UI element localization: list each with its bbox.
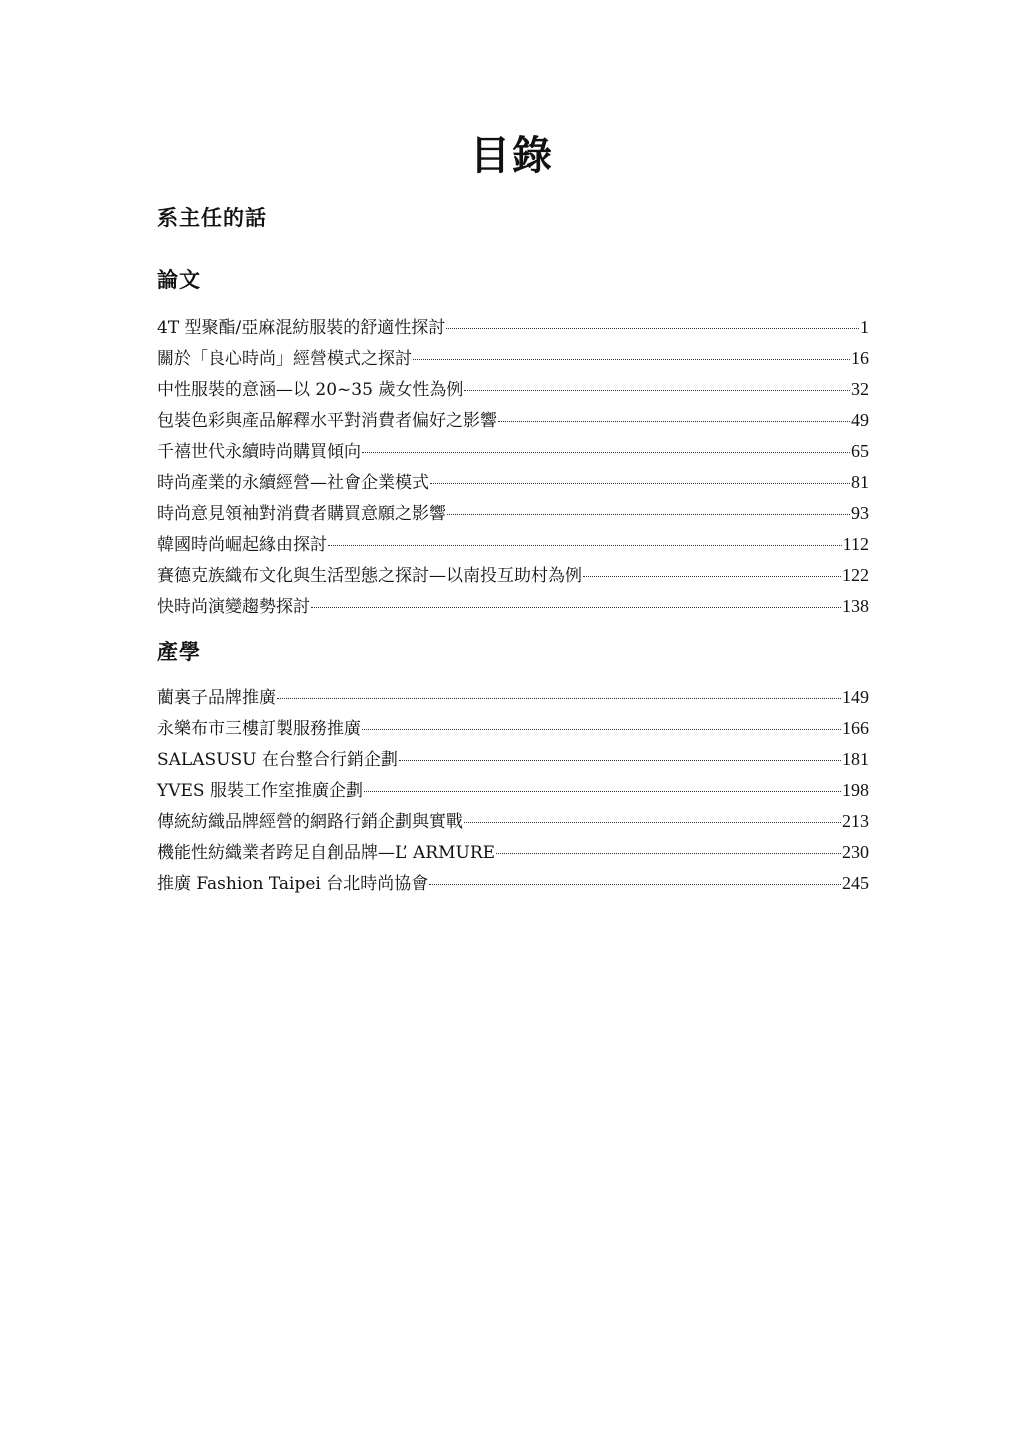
toc-entry[interactable]: [157, 744, 869, 775]
toc-entry-title: YVES 服裝工作室推廣企劃: [157, 781, 363, 801]
toc-leader-dots: [277, 698, 841, 699]
toc-entry-page: 65: [851, 441, 869, 461]
toc-list-papers: [157, 312, 869, 622]
toc-entry-title: 時尚意見領袖對消費者購買意願之影響: [157, 504, 446, 524]
toc-leader-dots: [496, 853, 841, 854]
toc-leader-dots: [430, 483, 850, 484]
toc-entry-title: 中性服裝的意涵—以 20~35 歲女性為例: [157, 380, 464, 400]
toc-entry-page: 112: [842, 534, 869, 554]
section-heading-chair: 系主任的話: [157, 206, 267, 230]
toc-entry-page: 1: [860, 317, 869, 337]
toc-entry[interactable]: [157, 713, 869, 744]
toc-leader-dots: [464, 390, 850, 391]
toc-entry[interactable]: [157, 682, 869, 713]
toc-entry[interactable]: [157, 529, 869, 560]
toc-leader-dots: [311, 607, 841, 608]
toc-entry-page: 245: [842, 873, 869, 893]
toc-leader-dots: [464, 822, 841, 823]
toc-entry-title: 推廣 Fashion Taipei 台北時尚協會: [157, 874, 429, 894]
toc-entry-title: 關於「良心時尚」經營模式之探討: [157, 349, 412, 369]
toc-entry-page: 32: [851, 379, 869, 399]
toc-entry-title: 韓國時尚崛起緣由探討: [157, 535, 327, 555]
toc-entry[interactable]: [157, 560, 869, 591]
toc-entry-page: 49: [851, 410, 869, 430]
section-heading-industry: 產學: [157, 640, 201, 664]
toc-leader-dots: [362, 452, 850, 453]
toc-entry-page: 166: [842, 718, 869, 738]
toc-entry-title: 4T 型聚酯/亞麻混紡服裝的舒適性探討: [157, 318, 446, 338]
toc-leader-dots: [399, 760, 841, 761]
toc-entry[interactable]: [157, 436, 869, 467]
toc-leader-dots: [362, 729, 841, 730]
toc-entry[interactable]: [157, 868, 869, 899]
toc-entry[interactable]: [157, 591, 869, 622]
toc-entry-page: 181: [842, 749, 869, 769]
toc-entry-title: SALASUSU 在台整合行銷企劃: [157, 750, 398, 770]
toc-leader-dots: [583, 576, 841, 577]
toc-entry[interactable]: [157, 343, 869, 374]
toc-leader-dots: [429, 884, 841, 885]
toc-leader-dots: [328, 545, 842, 546]
toc-entry-page: 93: [851, 503, 869, 523]
toc-entry-page: 198: [842, 780, 869, 800]
toc-entry-page: 81: [851, 472, 869, 492]
toc-entry-title: 快時尚演變趨勢探討: [157, 597, 310, 617]
toc-entry-page: 213: [842, 811, 869, 831]
toc-entry[interactable]: [157, 775, 869, 806]
toc-entry[interactable]: [157, 498, 869, 529]
toc-leader-dots: [498, 421, 850, 422]
toc-entry-page: 149: [842, 687, 869, 707]
toc-entry-title: 包裝色彩與產品解釋水平對消費者偏好之影響: [157, 411, 497, 431]
toc-entry-title: 時尚產業的永續經營—社會企業模式: [157, 473, 429, 493]
page-title: 目錄: [470, 133, 554, 179]
toc-entry[interactable]: [157, 806, 869, 837]
toc-entry[interactable]: [157, 312, 869, 343]
toc-leader-dots: [447, 514, 850, 515]
toc-entry-page: 16: [851, 348, 869, 368]
toc-entry[interactable]: [157, 405, 869, 436]
toc-list-industry: [157, 682, 869, 899]
toc-entry-page: 230: [842, 842, 869, 862]
toc-entry-title: 傳統紡織品牌經營的網路行銷企劃與實戰: [157, 812, 463, 832]
section-heading-papers: 論文: [157, 268, 201, 292]
toc-entry-page: 122: [842, 565, 869, 585]
toc-leader-dots: [446, 328, 859, 329]
toc-entry-title: 永樂布市三樓訂製服務推廣: [157, 719, 361, 739]
toc-entry[interactable]: [157, 467, 869, 498]
toc-leader-dots: [413, 359, 850, 360]
toc-entry[interactable]: [157, 374, 869, 405]
toc-leader-dots: [364, 791, 841, 792]
toc-entry-title: 藺裏子品牌推廣: [157, 688, 276, 708]
toc-entry-title: 千禧世代永續時尚購買傾向: [157, 442, 361, 462]
toc-entry-page: 138: [842, 596, 869, 616]
toc-entry-title: 賽德克族織布文化與生活型態之探討—以南投互助村為例: [157, 566, 582, 586]
toc-entry[interactable]: [157, 837, 869, 868]
toc-entry-title: 機能性紡織業者跨足自創品牌—L’ ARMURE: [157, 843, 496, 863]
